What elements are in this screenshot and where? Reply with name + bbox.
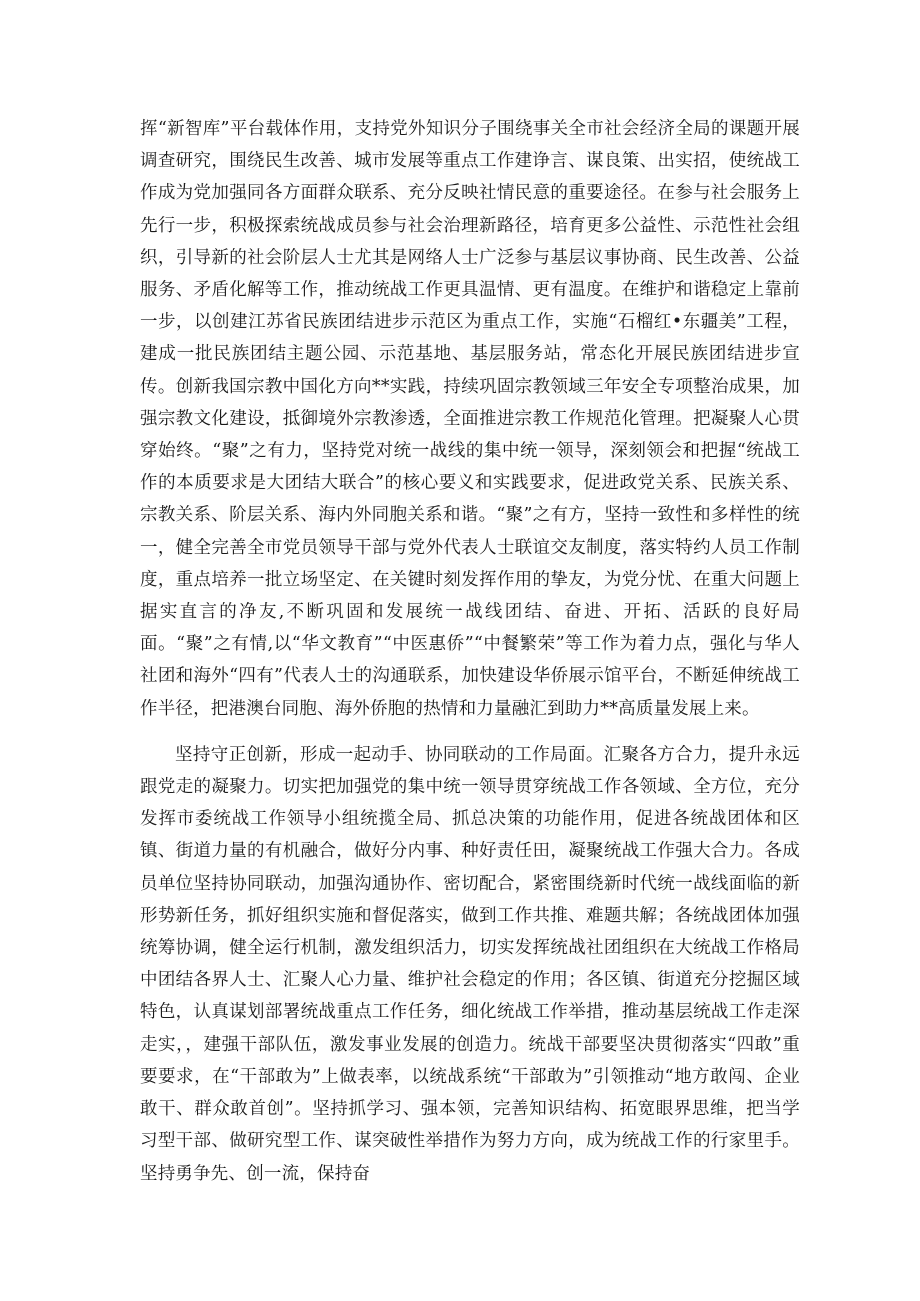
document-page	[140, 113, 800, 1190]
body-paragraph-continuation: 挥“新智库”平台载体作用，支持党外知识分子围绕事关全市社会经济全局的课题开展调查研究，围绕民生改善、城市发展等重点工作建诤言、谋良策、出实招，使统战工作成为党加强同各方面群众联系、充分反映社情民意的重要途径。在参与社会服务上先行一步，积极探索统战成员参与社会治理新路径，培育更多公益性、示范性社会组织，引导新的社会阶层人士尤其是网络人士广泛参与基层议事协商、民生改善、公益服务、矛盾化解等工作，推动统战工作更具温情、更有温度。在维护和谐稳定上靠前一步，以创建江苏省民族团结进步示范区为重点工作，实施“石榴红•东疆美”工程，建成一批民族团结主题公园、示范基地、基层服务站，常态化开展民族团结进步宣传。创新我国宗教中国化方向**实践，持续巩固宗教领域三年安全专项整治成果，加强宗教文化建设，抵御境外宗教渗透，全面推进宗教工作规范化管理。把凝聚人心贯穿始终。“聚”之有力，坚持党对统一战线的集中统一领导，深刻领会和把握“统战工作的本质要求是大团结大联合”的核心要义和实践要求，促进政党关系、民族关系、宗教关系、阶层关系、海内外同胞关系和谐。“聚”之有方，坚持一致性和多样性的统一，健全完善全市党员领导干部与党外代表人士联谊交友制度，落实特约人员工作制度，重点培养一批立场坚定、在关键时刻发挥作用的挚友，为党分忧、在重大问题上据实直言的净友,不断巩固和发展统一战线团结、奋进、开拓、活跃的良好局面。“聚”之有情,以“华文教育”“中医惠侨”“中餐繁荣”等工作为着力点，强化与华人社团和海外“四有”代表人士的沟通联系，加快建设华侨展示馆平台，不断延伸统战工作半径，把港澳台同胞、海外侨胞的热情和力量融汇到助力**高质量发展上来。	[140, 119, 800, 719]
body-paragraph-team-cooperation: 坚持守正创新，形成一起动手、协同联动的工作局面。汇聚各方合力，提升永远跟党走的凝聚力。切实把加强党的集中统一领导贯穿统战工作各领域、全方位，充分发挥市委统战工作领导小组统揽全局、抓总决策的功能作用，促进各统战团体和区镇、街道力量的有机融合，做好分内事、种好责任田，凝聚统战工作强大合力。各成员单位坚持协同联动，加强沟通协作、密切配合，紧密围绕新时代统一战线面临的新形势新任务，抓好组织实施和督促落实，做到工作共推、难题共解；各统战团体加强统筹协调，健全运行机制，激发组织活力，切实发挥统战社团组织在大统战工作格局中团结各界人士、汇聚人心力量、维护社会稳定的作用；各区镇、街道充分挖掘区域特色，认真谋划部署统战重点工作任务，细化统战工作举措，推动基层统战工作走深走实，，建强干部队伍，激发事业发展的创造力。统战干部要坚决贯彻落实“四敢”重要要求，在“干部敢为”上做表率，以统战系统“干部敢为”引领推动“地方敢闯、企业敢干、群众敢首创”。坚持抓学习、强本领，完善知识结构、拓宽眼界思维，把当学习型干部、做研究型工作、谋突破性举措作为努力方向，成为统战工作的行家里手。坚持勇争先、创一流，保持奋	[140, 744, 800, 1184]
